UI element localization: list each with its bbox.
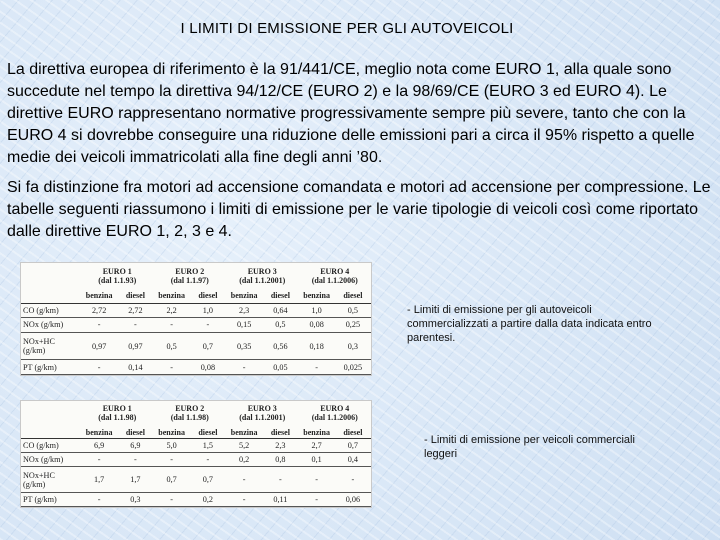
corner-cell — [21, 289, 81, 303]
table-row — [21, 318, 371, 333]
table-cell: 2,72 — [117, 303, 153, 318]
euro-group-header — [299, 263, 372, 289]
table-cell: 6,9 — [117, 439, 153, 453]
table-cell: - — [81, 453, 117, 467]
table-cell: 0,08 — [299, 318, 335, 333]
euro-group-name: EURO 3 — [247, 404, 277, 414]
table-cell: 0,25 — [335, 318, 371, 333]
row-label: NOx (g/km) — [21, 318, 81, 333]
fuel-type-header: benzina — [226, 426, 262, 439]
euro-group-header — [81, 401, 154, 426]
table-cell: 1,0 — [190, 303, 226, 318]
euro-group-date: (dal 1.1.98) — [98, 413, 137, 423]
table-cell: 0,5 — [335, 303, 371, 318]
euro-group-header — [226, 401, 299, 426]
fuel-type-header: diesel — [117, 289, 153, 303]
table-cell: 0,7 — [190, 466, 226, 492]
euro-group-name: EURO 4 — [320, 404, 350, 414]
fuel-type-header: benzina — [299, 289, 335, 303]
table-cell: 1,7 — [117, 466, 153, 492]
table-cell: 0,35 — [226, 332, 262, 360]
note-light-commercial: - Limiti di emissione per veicoli commerciali leggeri — [424, 434, 635, 460]
table-cell: 0,06 — [335, 493, 371, 507]
emission-table — [21, 401, 371, 507]
fuel-type-header: diesel — [335, 426, 371, 439]
emission-table — [21, 263, 371, 375]
fuel-type-header: benzina — [154, 426, 190, 439]
row-label: PT (g/km) — [21, 493, 81, 507]
table-cell: - — [299, 493, 335, 507]
table-cell: - — [154, 493, 190, 507]
euro-group-header — [154, 401, 227, 426]
table-cell: 0,5 — [262, 318, 298, 333]
table-cell: 1,5 — [190, 439, 226, 453]
table-cell: 0,7 — [335, 439, 371, 453]
row-label: NOx (g/km) — [21, 453, 81, 467]
table-cell: 0,64 — [262, 303, 298, 318]
table-cell: - — [117, 318, 153, 333]
table-cell: 0,11 — [262, 493, 298, 507]
table-cell: 2,3 — [226, 303, 262, 318]
emission-table-light-commercial — [20, 400, 372, 508]
fuel-type-header: diesel — [262, 426, 298, 439]
row-label: NOx+HC (g/km) — [21, 332, 81, 360]
emission-table-cars — [20, 262, 372, 376]
table-cell: 0,2 — [190, 493, 226, 507]
table-cell: - — [154, 453, 190, 467]
table-cell: 2,72 — [81, 303, 117, 318]
corner-cell — [21, 426, 81, 439]
table-row — [21, 453, 371, 467]
table-cell: - — [226, 360, 262, 375]
euro-group-date: (dal 1.1.97) — [170, 276, 209, 286]
fuel-type-header: benzina — [81, 426, 117, 439]
fuel-type-header: benzina — [154, 289, 190, 303]
euro-group-header — [81, 263, 154, 289]
table-cell: 0,5 — [154, 332, 190, 360]
fuel-type-header: benzina — [226, 289, 262, 303]
table-cell: 0,08 — [190, 360, 226, 375]
table-cell: 0,2 — [226, 453, 262, 467]
euro-group-name: EURO 2 — [175, 267, 205, 277]
euro-group-name: EURO 3 — [247, 267, 277, 277]
table-cell: - — [226, 466, 262, 492]
table-cell: 2,7 — [299, 439, 335, 453]
row-label: CO (g/km) — [21, 439, 81, 453]
table-cell: 6,9 — [81, 439, 117, 453]
table-cell: 0,18 — [299, 332, 335, 360]
table-cell: 0,1 — [299, 453, 335, 467]
euro-group-date: (dal 1.1.2006) — [311, 276, 358, 286]
row-label: NOx+HC (g/km) — [21, 466, 81, 492]
table-cell: - — [190, 453, 226, 467]
fuel-type-header: diesel — [335, 289, 371, 303]
fuel-type-header: benzina — [81, 289, 117, 303]
table-cell: - — [299, 466, 335, 492]
table-cell: 0,8 — [262, 453, 298, 467]
table-cell: - — [81, 493, 117, 507]
table-cell: - — [154, 360, 190, 375]
table-cell: 2,2 — [154, 303, 190, 318]
table-row — [21, 466, 371, 492]
table-cell: - — [117, 453, 153, 467]
corner-cell — [21, 401, 81, 426]
euro-group-date: (dal 1.1.98) — [170, 413, 209, 423]
euro-group-header — [226, 263, 299, 289]
table-cell: 0,15 — [226, 318, 262, 333]
table-cell: - — [81, 360, 117, 375]
table-cell: 0,3 — [117, 493, 153, 507]
table-cell: 0,7 — [154, 466, 190, 492]
table-cell: - — [262, 466, 298, 492]
table-cell: 5,0 — [154, 439, 190, 453]
note-cars: - Limiti di emissione per gli autoveicoli commercializzati a partire dalla data indicata entro parentesi. — [407, 304, 652, 344]
table-cell: - — [154, 318, 190, 333]
page-title: I LIMITI DI EMISSIONE PER GLI AUTOVEICOLI — [180, 20, 514, 37]
fuel-type-header: diesel — [190, 426, 226, 439]
euro-group-name: EURO 1 — [102, 404, 132, 414]
row-label: CO (g/km) — [21, 303, 81, 318]
table-cell: 0,3 — [335, 332, 371, 360]
table-cell: 0,05 — [262, 360, 298, 375]
table-cell: 0,97 — [117, 332, 153, 360]
table-cell: 5,2 — [226, 439, 262, 453]
euro-group-name: EURO 4 — [320, 267, 350, 277]
table-cell: 0,7 — [190, 332, 226, 360]
row-label: PT (g/km) — [21, 360, 81, 375]
fuel-type-header: diesel — [262, 289, 298, 303]
table-cell: - — [335, 466, 371, 492]
table-cell: 0,4 — [335, 453, 371, 467]
table-cell: 0,56 — [262, 332, 298, 360]
table-cell: 1,0 — [299, 303, 335, 318]
table-cell: 0,14 — [117, 360, 153, 375]
table-cell: - — [190, 318, 226, 333]
table-cell: 1,7 — [81, 466, 117, 492]
euro-group-date: (dal 1.1.2006) — [311, 413, 358, 423]
fuel-type-header: diesel — [190, 289, 226, 303]
table-row — [21, 493, 371, 507]
table-cell: - — [81, 318, 117, 333]
fuel-type-header: diesel — [117, 426, 153, 439]
euro-group-header — [299, 401, 372, 426]
corner-cell — [21, 263, 81, 289]
table-cell: - — [226, 493, 262, 507]
fuel-type-header: benzina — [299, 426, 335, 439]
table-cell: 0,97 — [81, 332, 117, 360]
euro-group-name: EURO 1 — [102, 267, 132, 277]
intro-paragraph: La direttiva europea di riferimento è la 91/441/CE, meglio nota come EURO 1, alla quale sono succedute nel tempo la direttiva 94/12/CE (EURO 2) e la 98/69/CE (EURO 3 ed EURO 4). Le direttive EURO rappresentano normative progressivamente sempre più severe, tanto che con la EURO 4 si dovrebbe conseguire una riduzione delle emissioni pari a circa il 95% rispetto a quelle medie dei veicoli immatricolati alla fine degli anni ’80. — [7, 61, 695, 166]
euro-group-date: (dal 1.1.2001) — [239, 413, 286, 423]
table-cell: 0,025 — [335, 360, 371, 375]
euro-group-header — [154, 263, 227, 289]
euro-group-date: (dal 1.1.2001) — [239, 276, 286, 286]
table-row — [21, 439, 371, 453]
classification-paragraph: Si fa distinzione fra motori ad accensione comandata e motori ad accensione per compressione. Le tabelle seguenti riassumono i limiti di emissione per le varie tipologie di veicoli così come riportato dalle direttive EURO 1, 2, 3 e 4. — [7, 179, 711, 240]
euro-group-name: EURO 2 — [175, 404, 205, 414]
table-row — [21, 303, 371, 318]
euro-group-date: (dal 1.1.93) — [98, 276, 137, 286]
table-cell: - — [299, 360, 335, 375]
table-cell: 2,3 — [262, 439, 298, 453]
table-row — [21, 332, 371, 360]
table-row — [21, 360, 371, 375]
